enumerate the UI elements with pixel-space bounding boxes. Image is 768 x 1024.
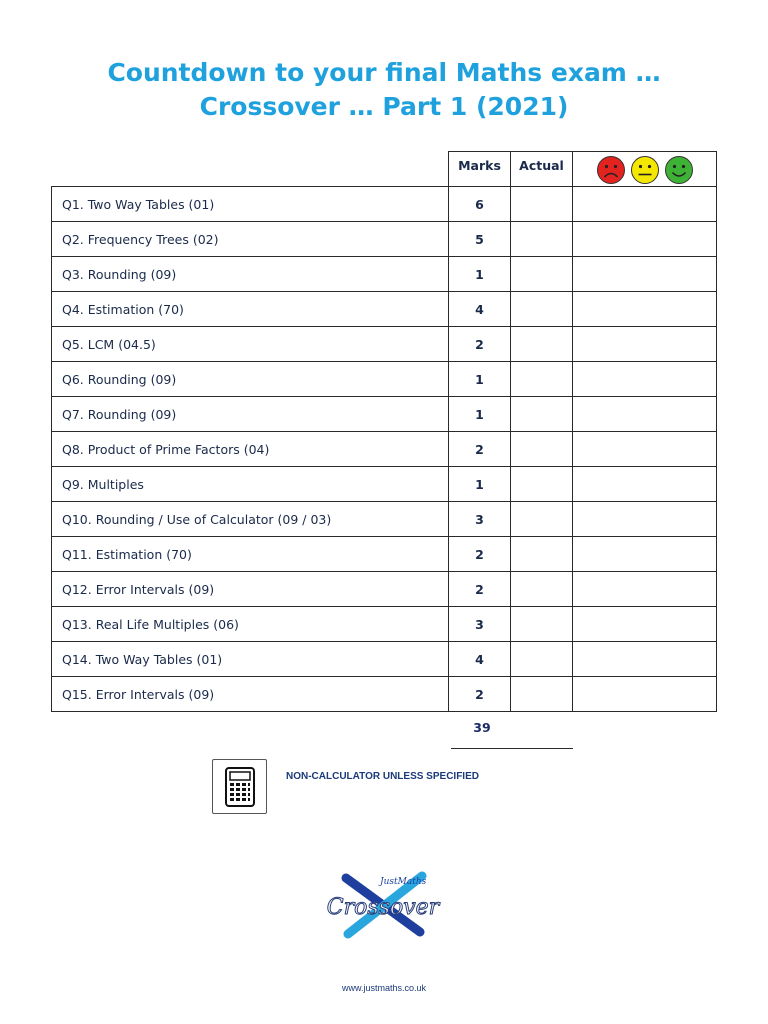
confidence-cell[interactable]: [573, 502, 717, 537]
page-title-line-1: Countdown to your final Maths exam …: [107, 58, 661, 87]
table-row: [52, 327, 717, 362]
marks-value: 2: [449, 677, 511, 712]
header-marks: Marks: [449, 152, 511, 187]
question-label: Q8. Product of Prime Factors (04): [52, 432, 449, 467]
actual-score-cell[interactable]: [511, 537, 573, 572]
marks-value: 1: [449, 257, 511, 292]
sad-face-icon: [596, 155, 626, 185]
confidence-cell[interactable]: [573, 187, 717, 222]
actual-score-cell[interactable]: [511, 187, 573, 222]
question-label: Q12. Error Intervals (09): [52, 572, 449, 607]
page-title-line-2: Crossover … Part 1 (2021): [199, 92, 569, 121]
calculator-icon: [212, 759, 267, 814]
question-label: Q13. Real Life Multiples (06): [52, 607, 449, 642]
question-label: Q15. Error Intervals (09): [52, 677, 449, 712]
actual-score-cell[interactable]: [511, 327, 573, 362]
question-label: Q1. Two Way Tables (01): [52, 187, 449, 222]
happy-face-icon: [664, 155, 694, 185]
marks-value: 5: [449, 222, 511, 257]
question-label: Q5. LCM (04.5): [52, 327, 449, 362]
question-label: Q4. Estimation (70): [52, 292, 449, 327]
confidence-cell[interactable]: [573, 432, 717, 467]
marks-value: 3: [449, 502, 511, 537]
confidence-cell[interactable]: [573, 607, 717, 642]
table-row: [52, 502, 717, 537]
actual-score-cell[interactable]: [511, 607, 573, 642]
question-label: Q10. Rounding / Use of Calculator (09 / 03): [52, 502, 449, 537]
marks-table: [51, 151, 717, 712]
question-label: Q7. Rounding (09): [52, 397, 449, 432]
confidence-cell[interactable]: [573, 257, 717, 292]
table-header-row: [52, 152, 717, 187]
confidence-cell[interactable]: [573, 677, 717, 712]
neutral-face-icon: [630, 155, 660, 185]
question-label: Q2. Frequency Trees (02): [52, 222, 449, 257]
table-row: [52, 467, 717, 502]
question-label: Q9. Multiples: [52, 467, 449, 502]
actual-score-cell[interactable]: [511, 397, 573, 432]
actual-score-cell[interactable]: [511, 572, 573, 607]
question-label: Q6. Rounding (09): [52, 362, 449, 397]
confidence-cell[interactable]: [573, 397, 717, 432]
actual-score-cell[interactable]: [511, 467, 573, 502]
confidence-cell[interactable]: [573, 467, 717, 502]
header-actual: Actual: [511, 152, 573, 187]
table-row: [52, 572, 717, 607]
footer-url[interactable]: www.justmaths.co.uk: [341, 983, 427, 993]
table-row: [52, 222, 717, 257]
table-row: [52, 362, 717, 397]
marks-value: 1: [449, 397, 511, 432]
table-row: [52, 187, 717, 222]
confidence-cell[interactable]: [573, 292, 717, 327]
marks-value: 2: [449, 537, 511, 572]
calculator-note: NON-CALCULATOR UNLESS SPECIFIED: [286, 771, 479, 782]
confidence-cell[interactable]: [573, 537, 717, 572]
marks-value: 4: [449, 292, 511, 327]
actual-score-cell[interactable]: [511, 502, 573, 537]
confidence-cell[interactable]: [573, 642, 717, 677]
question-label: Q3. Rounding (09): [52, 257, 449, 292]
table-row: [52, 607, 717, 642]
question-label: Q14. Two Way Tables (01): [52, 642, 449, 677]
actual-score-cell[interactable]: [511, 432, 573, 467]
confidence-cell[interactable]: [573, 327, 717, 362]
marks-value: 6: [449, 187, 511, 222]
marks-value: 4: [449, 642, 511, 677]
table-row: [52, 257, 717, 292]
question-label: Q11. Estimation (70): [52, 537, 449, 572]
confidence-cell[interactable]: [573, 222, 717, 257]
logo-main-text: Crossover: [326, 895, 440, 920]
actual-score-cell[interactable]: [511, 222, 573, 257]
total-underline: [451, 748, 573, 749]
actual-score-cell[interactable]: [511, 292, 573, 327]
header-blank-cell: [52, 152, 449, 187]
marks-value: 2: [449, 327, 511, 362]
table-row: [52, 537, 717, 572]
table-row: [52, 642, 717, 677]
confidence-cell[interactable]: [573, 572, 717, 607]
marks-value: 2: [449, 432, 511, 467]
actual-score-cell[interactable]: [511, 362, 573, 397]
marks-value: 2: [449, 572, 511, 607]
table-row: [52, 292, 717, 327]
table-row: [52, 677, 717, 712]
marks-value: 1: [449, 362, 511, 397]
actual-score-cell[interactable]: [511, 677, 573, 712]
confidence-cell[interactable]: [573, 362, 717, 397]
marks-value: 1: [449, 467, 511, 502]
marks-value: 3: [449, 607, 511, 642]
actual-score-cell[interactable]: [511, 642, 573, 677]
header-faces: [573, 152, 717, 187]
logo-small-text: JustMaths: [380, 877, 427, 887]
total-marks: 39: [473, 720, 491, 735]
table-row: [52, 432, 717, 467]
crossover-logo: [318, 870, 448, 940]
table-row: [52, 397, 717, 432]
actual-score-cell[interactable]: [511, 257, 573, 292]
